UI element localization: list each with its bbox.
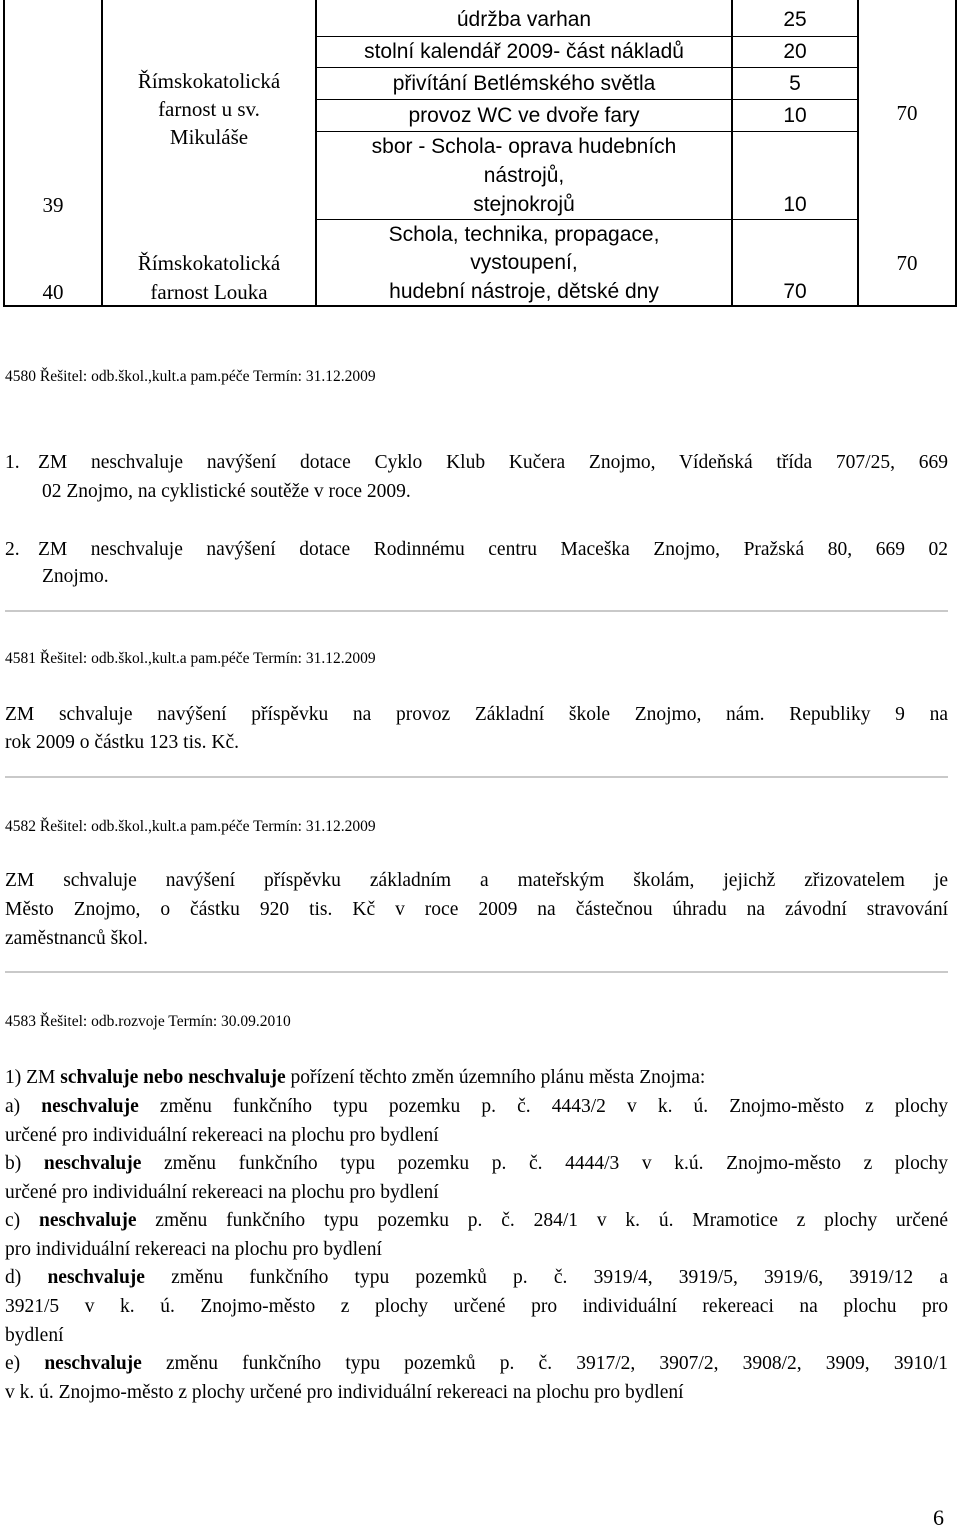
intro-prefix: 1) ZM <box>5 1067 61 1088</box>
intro-verb: schvaluje nebo neschvaluje <box>60 1067 286 1088</box>
amount-cell: 10 <box>783 193 807 216</box>
point-verb: neschvaluje <box>47 1267 145 1288</box>
purpose-cell: sbor - Schola- oprava hudebních <box>371 135 677 158</box>
resolution-text: Znojmo. <box>42 566 109 587</box>
recipient-line: farnost Louka <box>150 280 268 304</box>
recipient-line: Římskokatolická <box>137 69 281 93</box>
point-line: určené pro individuální rekereaci na plochu pro bydlení <box>5 1125 439 1146</box>
page-number: 6 <box>933 1505 944 1530</box>
purpose-cell: přivítání Betlémského světla <box>392 72 656 95</box>
point-line: určené pro individuální rekereaci na plochu pro bydlení <box>5 1182 439 1203</box>
point-label: c) <box>5 1210 39 1231</box>
table-bottom-border <box>3 305 957 307</box>
resolution-text: Město Znojmo, o částku 920 tis. Kč v roce 2009 na částečnou úhradu na závodní stravování <box>5 899 948 920</box>
resolution-text: ZM schvaluje navýšení příspěvku základním a mateřským školám, jejichž zřizovatelem je <box>5 870 948 891</box>
resolution-header: 4580 Řešitel: odb.škol.,kult.a pam.péče Termín: 31.12.2009 <box>5 368 376 385</box>
row-divider <box>315 131 859 132</box>
row-number: 40 <box>42 280 64 304</box>
point-line <box>5 1096 948 1118</box>
purpose-cell: údržba varhan <box>456 8 592 31</box>
point-text: změnu funkčního typu pozemků p. č. 3917/2, 3907/2, 3908/2, 3909, 3910/1 <box>141 1353 949 1374</box>
point-line <box>5 1267 948 1289</box>
recipient-line: Mikuláše <box>169 125 249 149</box>
point-label: a) <box>5 1096 42 1117</box>
resolution-text: ZM schvaluje navýšení příspěvku na provoz Základní škole Znojmo, nám. Republiky 9 na <box>5 704 948 725</box>
point-text: změnu funkčního typu pozemku p. č. 284/1 v k. ú. Mramotice z plochy určené <box>136 1210 949 1231</box>
table-left-border <box>3 0 5 307</box>
amount-cell: 5 <box>789 72 801 95</box>
list-number: 2. <box>5 539 20 560</box>
point-label: d) <box>5 1267 48 1288</box>
amount-cell: 70 <box>783 280 807 303</box>
resolution-header: 4582 Řešitel: odb.škol.,kult.a pam.péče Termín: 31.12.2009 <box>5 818 376 835</box>
purpose-cell: nástrojů, <box>483 164 565 187</box>
list-number: 1. <box>5 452 20 473</box>
amount-cell: 10 <box>783 104 807 127</box>
purpose-cell: stejnokrojů <box>473 193 575 216</box>
amount-cell: 25 <box>783 8 807 31</box>
point-verb: neschvaluje <box>44 1353 142 1374</box>
resolution-text: zaměstnanců škol. <box>5 928 148 949</box>
point-text: změnu funkčního typu pozemků p. č. 3919/4, 3919/5, 3919/6, 3919/12 a <box>144 1267 949 1288</box>
point-text: změnu funkčního typu pozemku p. č. 4444/3 v k.ú. Znojmo-město z plochy <box>141 1153 948 1174</box>
recipient-line: farnost u sv. <box>158 97 260 121</box>
purpose-cell: hudební nástroje, dětské dny <box>389 280 659 303</box>
point-verb: neschvaluje <box>43 1153 142 1174</box>
point-line <box>5 1353 948 1375</box>
resolution-text: ZM neschvaluje navýšení dotace Rodinnému centru Maceška Znojmo, Pražská 80, 669 02 <box>38 539 948 560</box>
resolution-text: 02 Znojmo, na cyklistické soutěže v roce 2009. <box>42 481 411 502</box>
row-divider <box>315 67 859 68</box>
purpose-cell: Schola, technika, propagace, <box>388 223 660 246</box>
point-verb: neschvaluje <box>38 1210 137 1231</box>
point-label: e) <box>5 1353 45 1374</box>
point-text: změnu funkčního typu pozemku p. č. 4443/2 v k. ú. Znojmo-město z plochy <box>138 1096 948 1117</box>
point-line: 3921/5 v k. ú. Znojmo-město z plochy určené pro individuální rekereaci na plochu pro <box>5 1296 948 1317</box>
point-line <box>5 1153 948 1175</box>
table-right-border <box>955 0 957 307</box>
point-label: b) <box>5 1153 44 1174</box>
purpose-cell: provoz WC ve dvoře fary <box>408 104 640 127</box>
resolution-text: rok 2009 o částku 123 tis. Kč. <box>5 732 239 753</box>
point-line: v k. ú. Znojmo-město z plochy určené pro individuální rekereaci na plochu pro bydlení <box>5 1382 684 1403</box>
row-divider <box>315 219 859 220</box>
point-line <box>5 1210 948 1232</box>
section-divider <box>5 776 948 778</box>
point-line: pro individuální rekereaci na plochu pro bydlení <box>5 1239 382 1260</box>
grants-table <box>0 0 960 312</box>
section-divider <box>5 971 948 973</box>
resolution-header: 4581 Řešitel: odb.škol.,kult.a pam.péče Termín: 31.12.2009 <box>5 650 376 667</box>
point-verb: neschvaluje <box>41 1096 139 1117</box>
point-line: bydlení <box>5 1325 64 1346</box>
resolution-header: 4583 Řešitel: odb.rozvoje Termín: 30.09.2010 <box>5 1013 291 1030</box>
resolution-intro <box>5 1067 705 1089</box>
amount-cell: 20 <box>783 40 807 63</box>
row-divider <box>315 36 859 37</box>
section-divider <box>5 610 948 612</box>
recipient-line: Římskokatolická <box>137 251 281 275</box>
row-divider <box>315 99 859 100</box>
row-number: 39 <box>42 193 64 217</box>
purpose-cell: vystoupení, <box>470 251 578 274</box>
total-cell: 70 <box>896 101 918 125</box>
intro-rest: pořízení těchto změn územního plánu města Znojma: <box>285 1067 706 1088</box>
purpose-cell: stolní kalendář 2009- část nákladů <box>364 40 684 63</box>
resolution-text: ZM neschvaluje navýšení dotace Cyklo Klub Kučera Znojmo, Vídeňská třída 707/25, 669 <box>38 452 948 473</box>
total-cell: 70 <box>896 251 918 275</box>
